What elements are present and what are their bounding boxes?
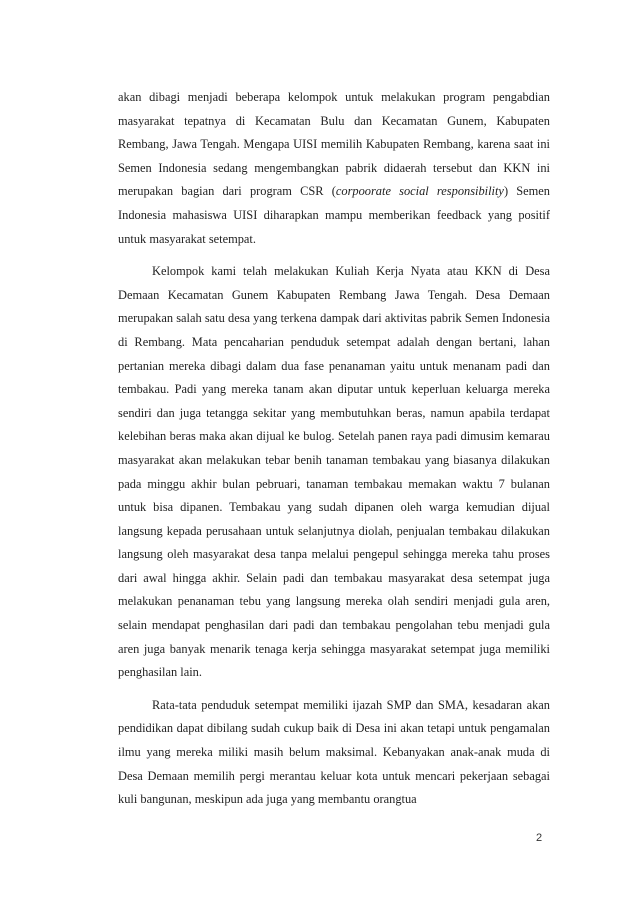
paragraph-2: Kelompok kami telah melakukan Kuliah Kerja Nyata atau KKN di Desa Demaan Kecamatan Gunem Kabupaten Rembang Jawa Tengah. Desa Demaan merupakan salah satu desa yang terkena dampak dari aktivitas pabrik Semen Indonesia di Rembang. Mata pencaharian penduduk setempat adalah dengan bertani, lahan pertanian mereka dibagi dalam dua fase penanaman yaitu untuk menanam padi dan tembakau. Padi yang mereka tanam akan diputar untuk keperluan keluarga mereka sendiri dan juga tetangga sekitar yang membutuhkan beras, namun apabila terdapat kelebihan beras maka akan dijual ke bulog. Setelah panen raya padi dimusim kemarau masyarakat akan melakukan tebar benih tanaman tembakau yang biasanya dilakukan pada minggu akhir bulan pebruari, tanaman tembakau memakan waktu 7 bulanan untuk bisa dipanen. Tembakau yang sudah dipanen oleh warga kemudian dijual langsung kepada perusahaan untuk selanjutnya diolah, penjualan tembakau dilakukan langsung oleh masyarakat desa tanpa melalui pengepul sehingga mereka tahu proses dari awal hingga akhir. Selain padi dan tembakau masyarakat desa setempat juga melakukan penanaman tebu yang langsung mereka olah sendiri menjadi gula aren, selain mendapat penghasilan dari padi dan tembakau pengolahan tebu menjadi gula aren juga banyak menarik tenaga kerja sehingga masyarakat setempat juga memiliki penghasilan lain. bbox=[118, 264, 550, 680]
paragraph-1-text-a: akan dibagi menjadi beberapa kelompok untuk melakukan program pengabdian masyarakat tepatnya di Kecamatan Bulu dan Kecamatan Gunem, Kabupaten Rembang, Jawa Tengah. Mengapa UISI memilih Kabupaten Rembang, karena saat ini Semen Indonesia sedang mengembangkan pabrik didaerah tersebut dan KKN ini merupakan bagian dari program CSR ( bbox=[118, 90, 550, 199]
page-number: 2 bbox=[536, 832, 543, 844]
paragraph-1 bbox=[118, 86, 550, 251]
paragraph-3: Rata-tata penduduk setempat memiliki ijazah SMP dan SMA, kesadaran akan pendidikan dapat dibilang sudah cukup baik di Desa ini akan tetapi untuk pengamalan ilmu yang mereka miliki masih belum maksimal. Kebanyakan anak-anak muda di Desa Demaan memilih pergi merantau keluar kota untuk mencari pekerjaan sebagai kuli bangunan, meskipun ada juga yang membantu orangtua bbox=[118, 697, 550, 807]
paragraph-1-text-b: ) Semen Indonesia mahasiswa UISI diharapkan mampu memberikan feedback yang positif untuk masyarakat setempat. bbox=[118, 184, 550, 246]
body-text bbox=[118, 86, 550, 821]
paragraph-1-italic-term: corpoorate social responsibility bbox=[335, 184, 504, 199]
